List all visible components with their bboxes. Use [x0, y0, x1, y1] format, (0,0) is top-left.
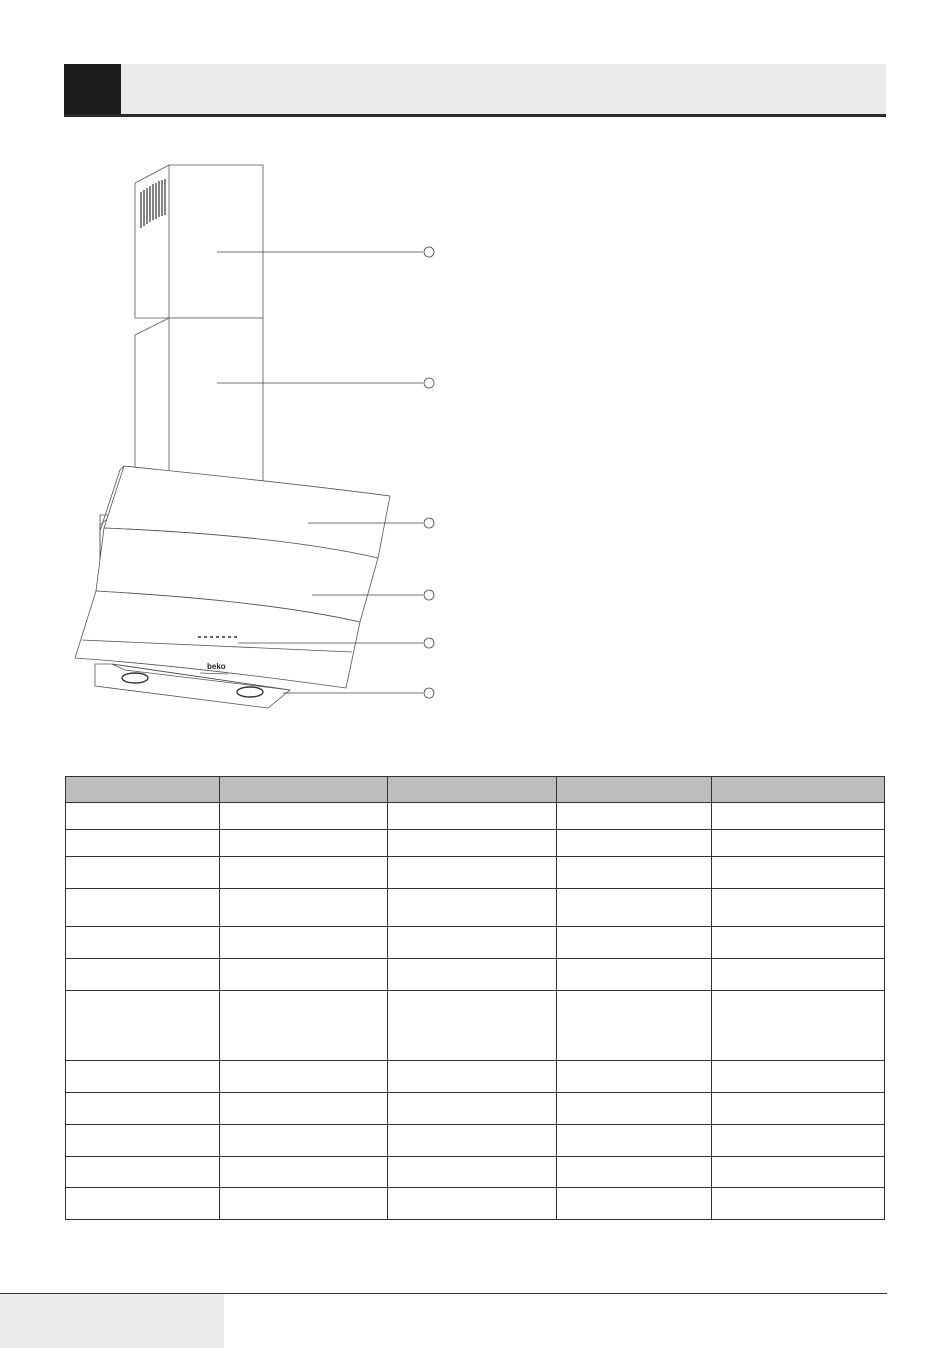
- table-header-cell: [712, 777, 885, 803]
- upper-chimney: [135, 165, 263, 318]
- table-cell: [220, 959, 388, 991]
- table-cell: [712, 1188, 885, 1220]
- table-row: [66, 1125, 885, 1157]
- table-cell: [388, 959, 557, 991]
- table-cell: [388, 1125, 557, 1157]
- table-cell: [712, 857, 885, 889]
- lower-chimney: [135, 318, 263, 482]
- table-cell: [388, 889, 557, 927]
- table-cell: [557, 1188, 712, 1220]
- table-cell: [66, 1125, 220, 1157]
- table-cell: [557, 959, 712, 991]
- table-cell: [66, 857, 220, 889]
- table-cell: [388, 1188, 557, 1220]
- table-cell: [712, 959, 885, 991]
- table-cell: [388, 857, 557, 889]
- table-cell: [66, 959, 220, 991]
- table-cell: [557, 1093, 712, 1125]
- table-cell: [220, 830, 388, 857]
- table-cell: [557, 1061, 712, 1093]
- table-cell: [388, 830, 557, 857]
- table-cell: [66, 889, 220, 927]
- callout-marker-6: [424, 688, 434, 698]
- table-row: [66, 1093, 885, 1125]
- table-cell: [66, 1188, 220, 1220]
- callout-marker-4: [424, 590, 434, 600]
- table-cell: [220, 1125, 388, 1157]
- table-cell: [557, 1157, 712, 1188]
- table-header-cell: [220, 777, 388, 803]
- table-header-row: [66, 777, 885, 803]
- table-cell: [220, 857, 388, 889]
- light-left-icon: [122, 673, 148, 683]
- table-cell: [66, 991, 220, 1061]
- table-cell: [712, 1157, 885, 1188]
- table-cell: [388, 1061, 557, 1093]
- table-cell: [557, 991, 712, 1061]
- table-cell: [66, 803, 220, 830]
- table-cell: [557, 927, 712, 959]
- table-row: [66, 991, 885, 1061]
- table-cell: [557, 857, 712, 889]
- table-row: [66, 1061, 885, 1093]
- table-row: [66, 889, 885, 927]
- table-row: [66, 1157, 885, 1188]
- table-cell: [388, 803, 557, 830]
- table-cell: [220, 803, 388, 830]
- footer-page-block: [0, 1294, 224, 1348]
- table-cell: [712, 889, 885, 927]
- table-cell: [712, 1061, 885, 1093]
- table-cell: [388, 927, 557, 959]
- table-cell: [557, 803, 712, 830]
- table-row: [66, 927, 885, 959]
- table-header-cell: [557, 777, 712, 803]
- table-cell: [220, 889, 388, 927]
- light-right-icon: [237, 687, 263, 697]
- table-cell: [712, 1125, 885, 1157]
- table-cell: [712, 830, 885, 857]
- table-cell: [712, 927, 885, 959]
- table-cell: [712, 991, 885, 1061]
- table-cell: [388, 1093, 557, 1125]
- table-cell: [388, 1157, 557, 1188]
- brand-logo-text: beko: [207, 662, 226, 671]
- table-cell: [66, 927, 220, 959]
- table-row: [66, 830, 885, 857]
- table-cell: [712, 1093, 885, 1125]
- table-header-cell: [388, 777, 557, 803]
- table-cell: [557, 889, 712, 927]
- table-cell: [557, 830, 712, 857]
- table-cell: [220, 991, 388, 1061]
- callout-marker-3: [424, 518, 434, 528]
- table-cell: [66, 1061, 220, 1093]
- table-cell: [220, 1188, 388, 1220]
- callout-marker-1: [424, 247, 434, 257]
- callout-marker-5: [424, 638, 434, 648]
- table-cell: [66, 1093, 220, 1125]
- table-cell: [557, 1125, 712, 1157]
- table-cell: [220, 1157, 388, 1188]
- table-cell: [388, 991, 557, 1061]
- table-cell: [220, 1061, 388, 1093]
- table-row: [66, 803, 885, 830]
- table-header-cell: [66, 777, 220, 803]
- table-cell: [220, 927, 388, 959]
- table-row: [66, 959, 885, 991]
- table-row: [66, 857, 885, 889]
- table-cell: [220, 1093, 388, 1125]
- table-row: [66, 1188, 885, 1220]
- table-cell: [66, 830, 220, 857]
- table-cell: [712, 803, 885, 830]
- table-cell: [66, 1157, 220, 1188]
- callout-marker-2: [424, 378, 434, 388]
- specifications-table: [65, 776, 885, 1220]
